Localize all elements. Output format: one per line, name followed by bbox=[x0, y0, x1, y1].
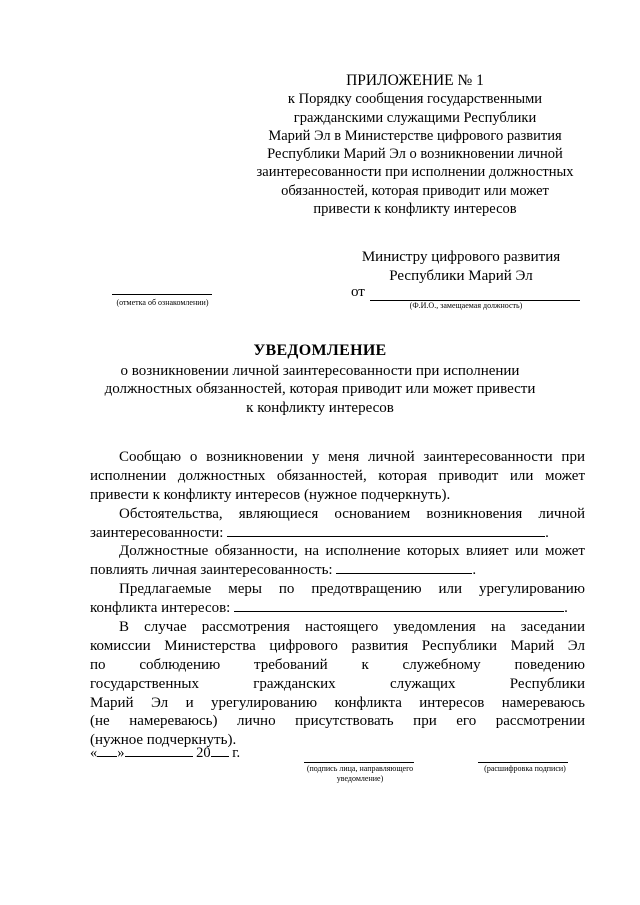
notice-subtitle-line: о возникновении личной заинтересованности при исполнении bbox=[120, 362, 520, 379]
measures-blank-field[interactable] bbox=[234, 599, 564, 612]
body-line-with-field bbox=[90, 561, 585, 580]
from-label: от bbox=[351, 284, 365, 300]
quote-open: « bbox=[90, 745, 98, 761]
year-blank-field[interactable] bbox=[211, 744, 229, 757]
signature-caption-line: уведомление) bbox=[336, 773, 384, 783]
notice-title: УВЕДОМЛЕНИЕ bbox=[253, 342, 387, 359]
circumstances-label: заинтересованности: bbox=[90, 524, 224, 541]
body-line: Марий Эл и урегулированию конфликта интересов намереваюсь bbox=[90, 694, 585, 711]
from-caption: (Ф.И.О., замещаемая должность) bbox=[409, 301, 523, 310]
body-line: Должностные обязанности, на исполнение которых влияет или может bbox=[119, 543, 585, 560]
period: . bbox=[564, 600, 568, 617]
month-blank-field[interactable] bbox=[125, 744, 193, 757]
notice-heading bbox=[90, 342, 550, 417]
period: . bbox=[472, 562, 477, 579]
signature-caption bbox=[290, 764, 430, 783]
appendix-line: привести к конфликту интересов bbox=[313, 201, 517, 218]
circumstances-blank-field[interactable] bbox=[227, 524, 545, 537]
appendix-line: Республики Марий Эл о возникновении личной bbox=[267, 146, 563, 163]
addressee-block bbox=[346, 248, 576, 285]
body-line: государственных гражданских служащих Республики bbox=[90, 675, 585, 692]
notice-body bbox=[90, 448, 585, 750]
appendix-title: ПРИЛОЖЕНИЕ № 1 bbox=[346, 72, 484, 89]
appendix-header bbox=[250, 72, 580, 218]
acknowledgement-caption: (отметка об ознакомлении) bbox=[116, 298, 209, 307]
body-line: исполнении должностных обязанностей, которая приводит или может bbox=[90, 467, 585, 484]
body-line: Предлагаемые меры по предотвращению или урегулированию bbox=[119, 581, 585, 598]
day-blank-field[interactable] bbox=[97, 744, 117, 757]
body-line: по соблюдению требований к служебному поведению bbox=[90, 656, 585, 673]
body-line: привести к конфликту интересов (нужное подчеркнуть). bbox=[90, 486, 451, 503]
measures-label: конфликта интересов: bbox=[90, 600, 231, 617]
decode-blank-field[interactable] bbox=[478, 762, 568, 763]
duties-label: повлиять личная заинтересованность: bbox=[90, 562, 333, 579]
signature-caption-line: (подпись лица, направляющего bbox=[306, 764, 414, 773]
acknowledgement-blank-field[interactable] bbox=[112, 294, 212, 295]
quote-close: » bbox=[117, 745, 125, 761]
duties-blank-field[interactable] bbox=[336, 561, 472, 574]
signature-blank-field[interactable] bbox=[304, 762, 414, 763]
decode-caption: (расшифровка подписи) bbox=[484, 764, 566, 773]
body-line: комиссии Министерства цифрового развития Республики Марий Эл bbox=[90, 637, 585, 654]
body-line: (не намереваюсь) лично присутствовать при его рассмотрении bbox=[90, 713, 585, 730]
appendix-line: Марий Эл в Министерстве цифрового развития bbox=[268, 127, 562, 144]
body-line: Обстоятельства, являющиеся основанием возникновения личной bbox=[119, 505, 585, 522]
year-suffix: г. bbox=[232, 745, 241, 761]
body-line-with-field bbox=[90, 599, 585, 618]
period: . bbox=[545, 524, 549, 541]
year-prefix: 20 bbox=[196, 745, 211, 761]
body-line: (нужное подчеркнуть). bbox=[90, 732, 237, 749]
appendix-line: к Порядку сообщения государственными bbox=[287, 91, 543, 108]
body-line: Сообщаю о возникновении у меня личной заинтересованности при bbox=[119, 449, 585, 465]
addressee-line: Республики Марий Эл bbox=[389, 267, 533, 284]
body-line-with-field bbox=[90, 524, 585, 543]
body-line: В случае рассмотрения настоящего уведомления на заседании bbox=[119, 619, 585, 636]
notice-subtitle-line: должностных обязанностей, которая приводит или может привести bbox=[104, 381, 536, 397]
notice-subtitle-line: к конфликту интересов bbox=[246, 399, 394, 416]
appendix-line: заинтересованности при исполнении должностных bbox=[256, 164, 574, 181]
date-row bbox=[90, 744, 240, 762]
addressee-line: Министру цифрового развития bbox=[361, 249, 561, 265]
appendix-line: гражданскими служащими Республики bbox=[293, 109, 537, 126]
appendix-line: обязанностей, которая приводит или может bbox=[281, 182, 549, 199]
